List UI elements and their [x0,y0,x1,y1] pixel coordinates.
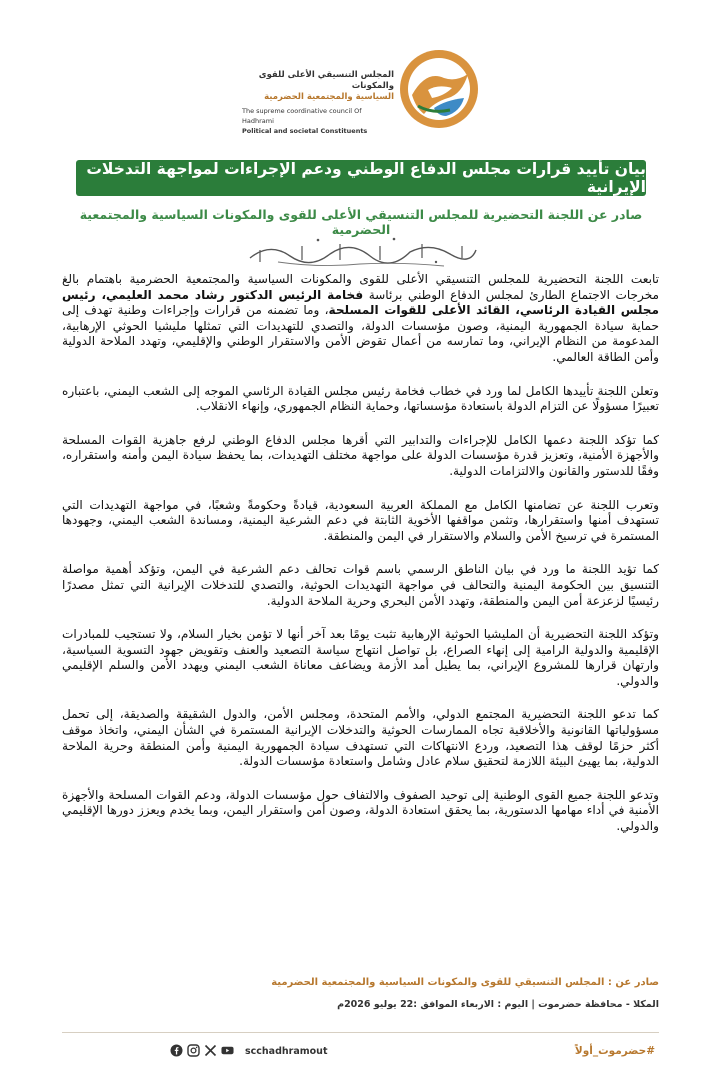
paragraph-8: وتدعو اللجنة جميع القوى الوطنية إلى توحيد الصفوف والالتفاف حول مؤسسات الدولة، ودعم القوات المسلحة والأجهزة الأمنية في أداء مهامها الدستورية، بما يحقق استعادة الدولة، وصون أمن واستقرار اليمن، وبما يخدم ويعزز دورها الإقليمي والدولي. [62,787,659,834]
statement-subtitle: صادر عن اللجنة التحضيرية للمجلس التنسيقي الأعلى للقوى والمكونات السياسية والمجتمعية الحضرمية [79,207,643,237]
hashtag: #حضرموت_أولاً [574,1045,655,1057]
footer-divider [62,1032,659,1033]
social-icons [170,1044,234,1057]
social-handle[interactable]: scchadhramout [245,1046,328,1057]
youtube-icon[interactable] [221,1044,234,1057]
statement-title-banner [76,160,646,196]
paragraph-1: تابعت اللجنة التحضيرية للمجلس التنسيقي الأعلى للقوى والمكونات السياسية والمجتمعية الحضرمية باهتمام بالغ مخرجات الاجتماع الطارئ لمجلس الدفاع الوطني برئاسة فخامة الرئيس الدكتور رشاد محمد العليمي، رئيس مجلس القيادة الرئاسي، القائد الأعلى للقوات المسلحة، وما تضمنه من قرارات وإجراءات وطنية تهدف إلى حماية سيادة الجمهورية اليمنية، وصون مؤسسات الدولة، والتصدي للتهديدات التي تمثلها مليشيا الحوثي الإرهابية، المدعومة من النظام الإيراني، وما تمارسه من أعمال تقوض الأمن والاستقرار الوطني والإقليمي، وتهدد الملاحة الدولية وأمن الطاقة العالمي. [62,272,659,364]
letterhead [0,40,722,150]
org-name-en-line2: Political and societal Constituents [242,127,368,135]
org-name-ar-line2: السياسية والمجتمعية الحضرمية [264,92,394,102]
place-date-line: المكلا - محافظة حضرموت | اليوم : الاربعاء الموافق :22 يوليو 2026م [337,999,659,1010]
paragraph-7: كما تدعو اللجنة التحضيرية المجتمع الدولي، والأمم المتحدة، ومجلس الأمن، والدول الشقيقة والصديقة، إلى تحمل مسؤولياتها القانونية والأخلاقية تجاه الممارسات الحوثية والتدخلات الإيرانية المستمرة في الشأن اليمني، واتخاذ موقف أكثر حزمًا لوقف هذا التصعيد، وردع الانتهاكات التي تستهدف سيادة الجمهورية اليمنية وأمن المنطقة وحرية الملاحة الدولية، بما يهيئ البيئة اللازمة لتحقيق سلام عادل وشامل واستعادة مؤسسات الدولة. [62,707,659,769]
president-name-bold: فخامة الرئيس الدكتور رشاد محمد العليمي، رئيس مجلس القيادة الرئاسي، القائد الأعلى للقوات المسلحة [62,287,659,318]
social-bar [0,1040,722,1066]
x-icon[interactable] [204,1044,217,1057]
org-name-ar-line1: المجلس التنسيقي الأعلى للقوى والمكونات [258,70,394,91]
statement-title: بيان تأييد قرارات مجلس الدفاع الوطني ودعم الإجراءات لمواجهة التدخلات الإيرانية [86,160,646,196]
paragraph-4: وتعرب اللجنة عن تضامنها الكامل مع المملكة العربية السعودية، قيادةً وحكومةً وشعبًا، في مواجهة التهديدات التي تستهدف أمنها واستقرارها، وتثمن مواقفها الأخوية الثابتة في دعم الشرعية اليمنية، ومساندة الشعب اليمني، وجهودها المستمرة في ترسيخ الأمن والسلام والاستقرار في اليمن والمنطقة. [62,497,659,543]
org-name-en-line1: The supreme coordinative council Of Hadhrami [242,107,362,125]
statement-body [62,272,659,853]
statement-footer [62,976,659,1012]
council-logo-icon [398,48,480,130]
paragraph-3: كما تؤكد اللجنة دعمها الكامل للإجراءات والتدابير التي أقرها مجلس الدفاع الوطني لرفع جاهزية القوات المسلحة والأجهزة الأمنية، وتعزيز قدرة مؤسسات الدولة على مواجهة مختلف التهديدات، بما يحفظ سيادة اليمن وأمنه واستقراره، وفقًا للدستور والقانون والالتزامات الدولية. [62,432,659,478]
paragraph-2: وتعلن اللجنة تأييدها الكامل لما ورد في خطاب فخامة رئيس مجلس القيادة الرئاسي الموجه إلى الشعب اليمني، باعتباره تعبيرًا مسؤولًا عن التزام الدولة باستعادة مؤسساتها، وحماية النظام الجمهوري، وإنهاء الانقلاب. [62,383,659,414]
issuer-line: صادر عن : المجلس التنسيقي للقوى والمكونات السياسية والمجتمعية الحضرمية [271,977,659,988]
org-name [242,70,394,136]
facebook-icon[interactable] [170,1044,183,1057]
paragraph-6: وتؤكد اللجنة التحضيرية أن المليشيا الحوثية الإرهابية تثبت يومًا بعد آخر أنها لا تؤمن بخيار السلام، ولا تستجيب للمبادرات الإقليمية والدولية الرامية إلى إنهاء الصراع، بل تواصل انتهاج سياسة التصعيد والعنف وتقويض جهود التسوية السياسية، وارتهان قرارها للمشروع الإيراني، بما يطيل أمد الأزمة ويضاعف معاناة الشعب اليمني ويهدد الأمن والسلم الإقليمي والدولي. [62,627,659,688]
paragraph-5: كما تؤيد اللجنة ما ورد في بيان الناطق الرسمي باسم قوات تحالف دعم الشرعية في اليمن، وتؤكد أهمية مواصلة التنسيق بين الحكومة اليمنية والتحالف في مواجهة التهديدات الحوثية، والتصدي للتدخلات الإيرانية التي تمثل مصدرًا رئيسيًا لزعزعة أمن اليمن والمنطقة، وتهدد الأمن البحري وحرية الملاحة الدولية. [62,562,659,608]
instagram-icon[interactable] [187,1044,200,1057]
basmala-calligraphy [230,232,492,268]
